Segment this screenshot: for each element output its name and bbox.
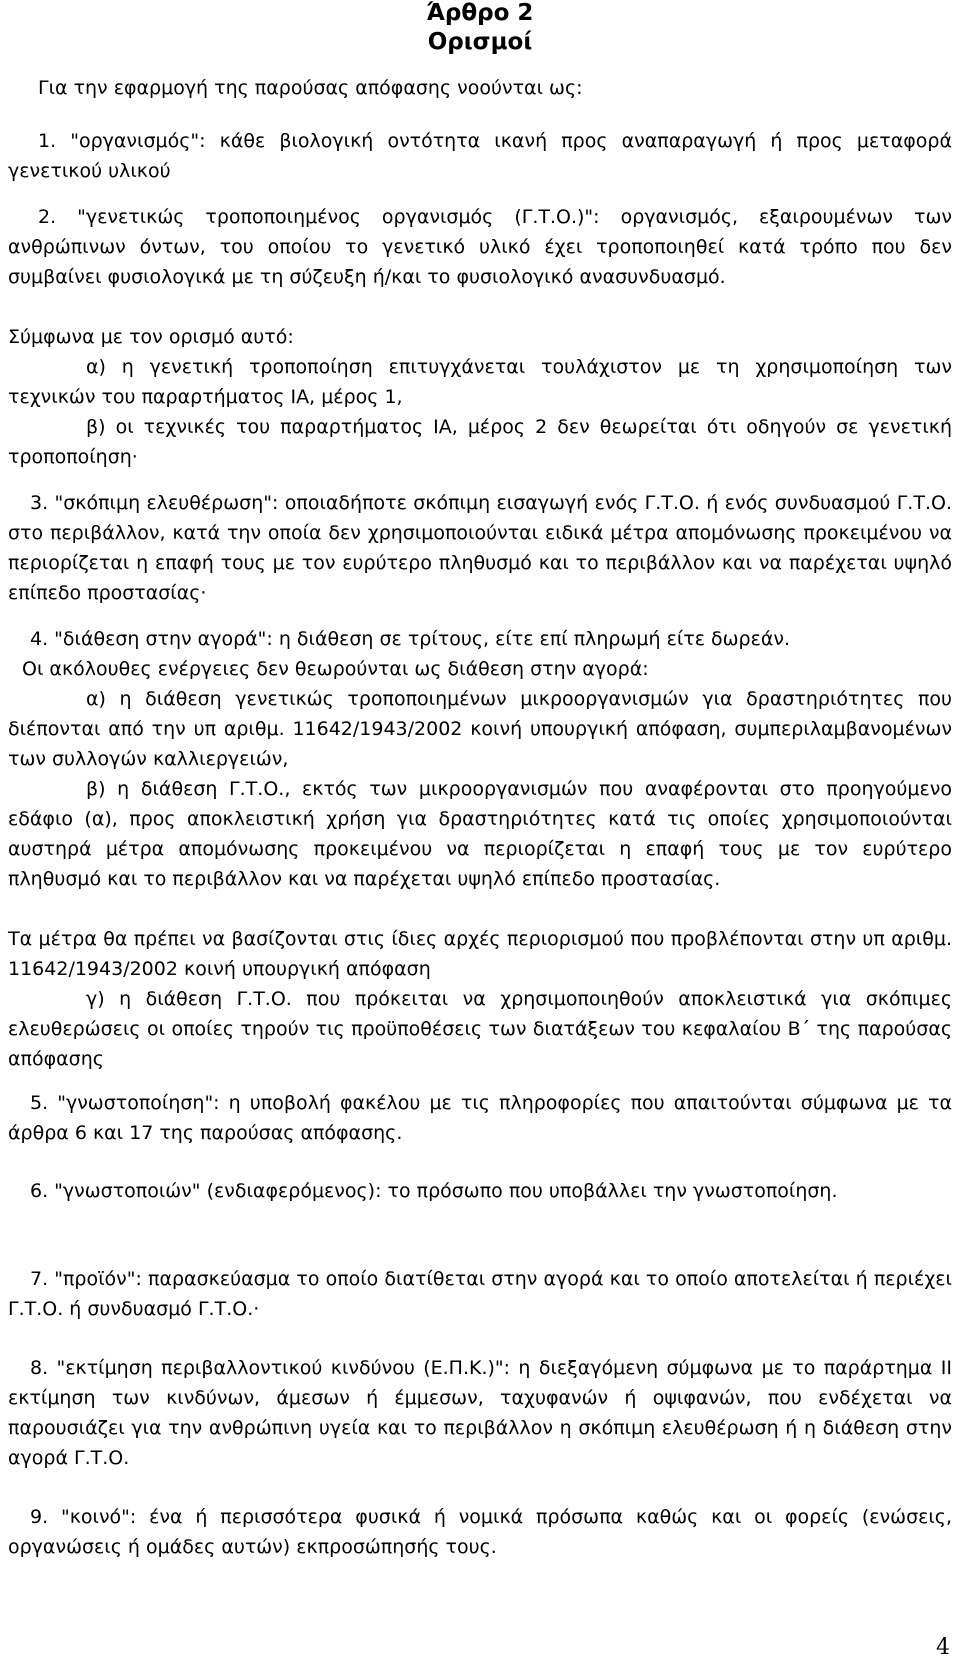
definition-2-item-a: α) η γενετική τροποποίηση επιτυγχάνεται τουλάχιστον με τη χρησιμοποίηση των τεχνικών του παραρτήματος ΙΑ, μέρος 1, [8,356,952,408]
definition-7: 7. "προϊόν": παρασκεύασμα το οποίο διατίθεται στην αγορά και το οποίο αποτελείται ή περιέχει Γ.Τ.Ο. ή συνδυασμό Γ.Τ.Ο.· [8,1268,952,1320]
definition-2-note: Σύμφωνα με τον ορισμό αυτό: [8,326,294,348]
definition-4: 4. "διάθεση στην αγορά": η διάθεση σε τρίτους, είτε επί πληρωμή είτε δωρεάν. [30,628,791,650]
definition-4-note: Οι ακόλουθες ενέργειες δεν θεωρούνται ως διάθεση στην αγορά: [22,658,649,680]
page-number: 4 [936,1635,950,1660]
definition-1: 1. "οργανισμός": κάθε βιολογική οντότητα ικανή προς αναπαραγωγή ή προς μεταφορά γενετικού υλικού [8,130,952,182]
definition-3: 3. "σκόπιμη ελευθέρωση": οποιαδήποτε σκόπιμη εισαγωγή ενός Γ.Τ.Ο. ή ενός συνδυασμού Γ.Τ.Ο. στο περιβάλλον, κατά την οποία δεν χρησιμοποιούνται ειδικά μέτρα απομόνωσης προκειμένου να περιορίζεται η επαφή τους με τον ευρύτερο πληθυσμό και το περιβάλλον και να παρέχεται υψηλό επίπεδο προστασίας· [8,492,952,604]
article-number: Άρθρο 2 [426,0,534,26]
definition-2-item-b: β) οι τεχνικές του παραρτήματος ΙΑ, μέρος 2 δεν θεωρείται ότι οδηγούν σε γενετική τροποποίηση· [8,416,952,468]
definition-5: 5. "γνωστοποίηση": η υποβολή φακέλου με τις πληροφορίες που απαιτούνται σύμφωνα με τα άρθρα 6 και 17 της παρούσας απόφασης. [8,1092,952,1144]
definition-9: 9. "κοινό": ένα ή περισσότερα φυσικά ή νομικά πρόσωπα καθώς και οι φορείς (ενώσεις, οργανώσεις ή ομάδες αυτών) εκπροσώπησής τους. [8,1506,952,1558]
definition-6: 6. "γνωστοποιών" (ενδιαφερόμενος): το πρόσωπο που υποβάλλει την γνωστοποίηση. [30,1180,838,1202]
intro-text: Για την εφαρμογή της παρούσας απόφασης νοούνται ως: [38,77,583,99]
definition-2: 2. "γενετικώς τροποποιημένος οργανισμός (Γ.Τ.Ο.)": οργανισμός, εξαιρουμένων των ανθρώπινων όντων, του οποίου το γενετικό υλικό έχει τροποποιηθεί κατά τρόπο που δεν συμβαίνει φυσιολογικά με τη σύζευξη ή/και το φυσιολογικό ανασυνδυασμό. [8,206,952,288]
definition-4-item-c: γ) η διάθεση Γ.Τ.Ο. που πρόκειται να χρησιμοποιηθούν αποκλειστικά για σκόπιμες ελευθερώσεις οι οποίες τηρούν τις προϋποθέσεις των διατάξεων του κεφαλαίου Β΄ της παρούσας απόφασης [8,988,952,1070]
article-title: Ορισμοί [427,29,533,55]
definition-4-item-b-note: Τα μέτρα θα πρέπει να βασίζονται στις ίδιες αρχές περιορισμού που προβλέπονται στην υπ αριθμ. 11642/1943/2002 κοινή υπουργική απόφαση [8,928,952,980]
definition-4-item-a: α) η διάθεση γενετικώς τροποποιημένων μικροοργανισμών για δραστηριότητες που διέπονται από την υπ αριθμ. 11642/1943/2002 κοινή υπουργική απόφαση, συμπεριλαμβανομένων των συλλογών καλλιεργειών, [8,688,952,770]
definition-4-item-b: β) η διάθεση Γ.Τ.Ο., εκτός των μικροοργανισμών που αναφέρονται στο προηγούμενο εδάφιο (α), προς αποκλειστική χρήση για δραστηριότητες κατά τις οποίες χρησιμοποιούνται αυστηρά μέτρα απομόνωσης προκειμένου να περιορίζεται η επαφή τους με τον ευρύτερο πληθυσμό και το περιβάλλον και να παρέχεται υψηλό επίπεδο προστασίας. [8,778,952,890]
definition-8: 8. "εκτίμηση περιβαλλοντικού κινδύνου (Ε.Π.Κ.)": η διεξαγόμενη σύμφωνα με το παράρτημα ΙΙ εκτίμηση των κινδύνων, άμεσων ή έμμεσων, ταχυφανών ή οψιφανών, που ενδέχεται να παρουσιάζει για την ανθρώπινη υγεία και το περιβάλλον η σκόπιμη ελευθέρωση ή η διάθεση στην αγορά Γ.Τ.Ο. [8,1357,952,1469]
